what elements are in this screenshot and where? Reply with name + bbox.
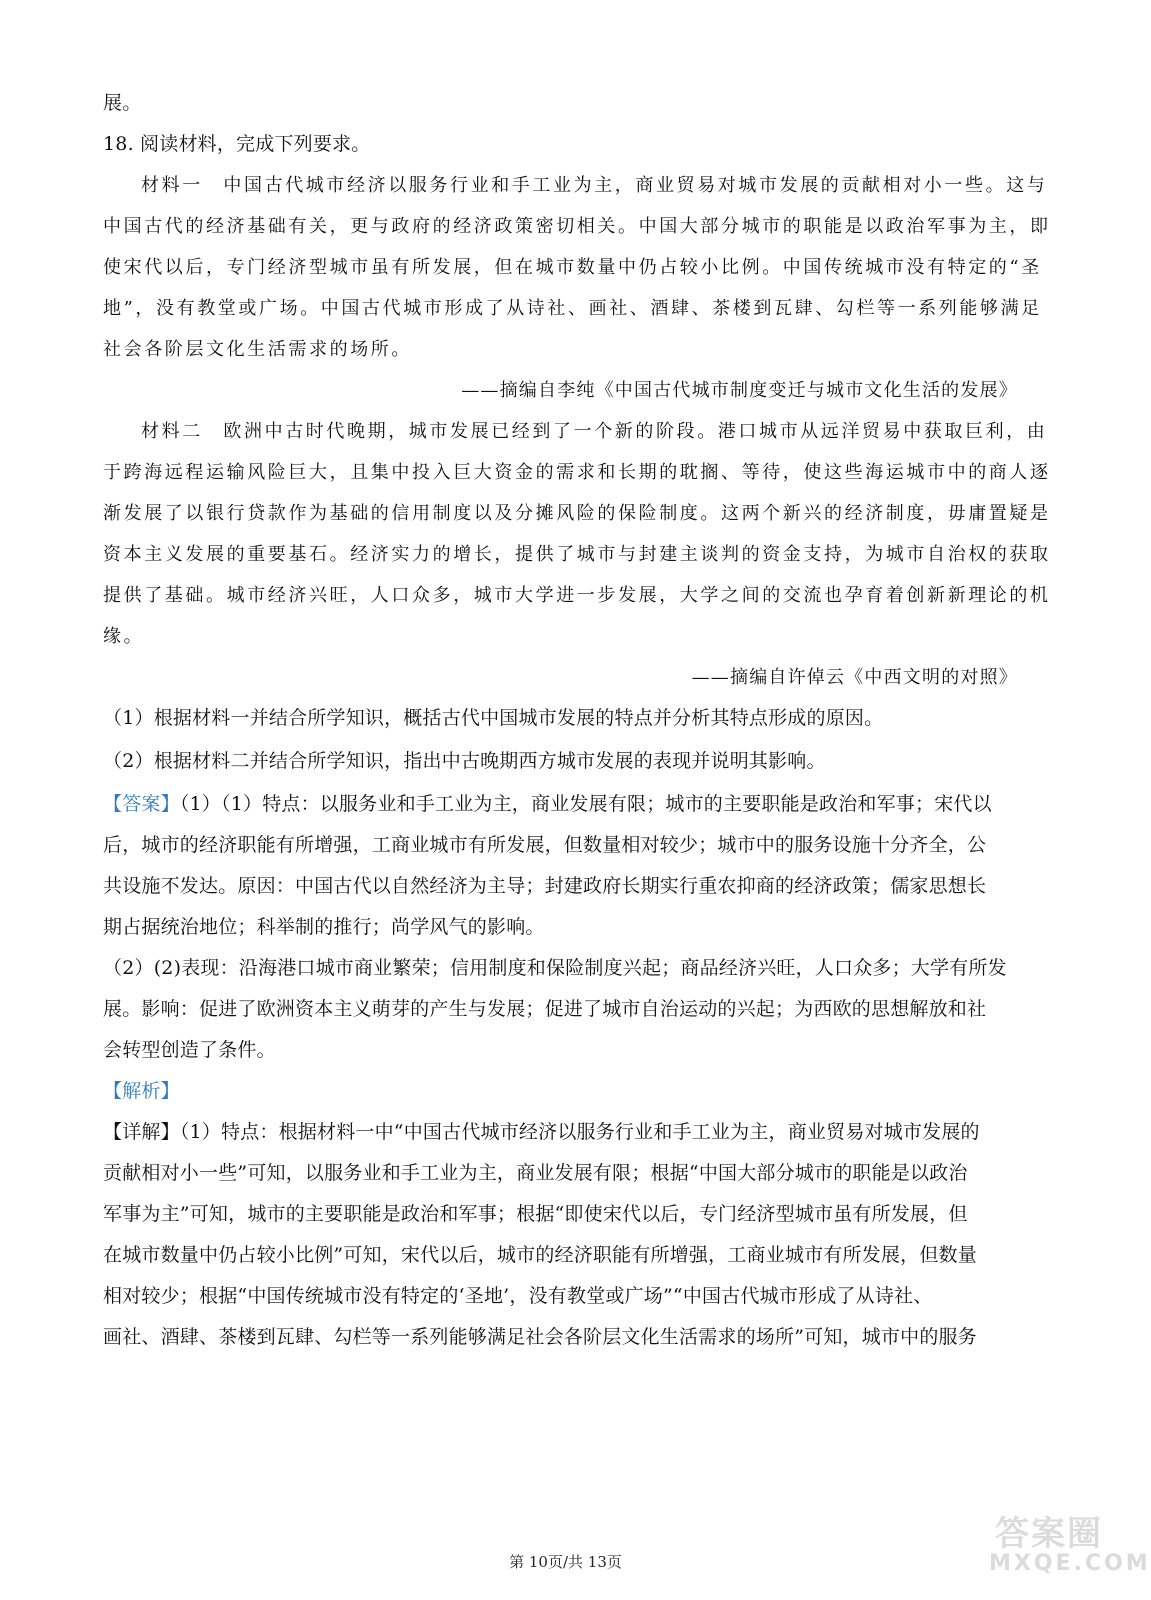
answer-line [103,789,1018,820]
answer-line: （2）(2)表现：沿海港口城市商业繁荣；信用制度和保险制度兴起；商品经济兴旺，人口众多；大学有所发 [103,957,1007,979]
material-one-line: 中国古代的经济基础有关，更与政府的经济政策密切相关。中国大部分城市的职能是以政治军事为主，即 [103,216,1051,237]
analysis-label: 【解析】 [103,1080,180,1102]
material-one-source: ——摘编自李纯《中国古代城市制度变迁与城市文化生活的发展》 [461,380,1018,401]
analysis-line [103,1117,1018,1148]
watermark-logo [989,1514,1151,1586]
answer-part-2 [103,953,1018,1066]
analysis-line: 画社、酒肆、茶楼到瓦肆、勾栏等一系列能够满足社会各阶层文化生活需求的场所”可知，城市中的服务 [103,1326,977,1348]
page-footer: 第 10页/共 13页 [509,1553,622,1571]
answer-text: （1）（1）特点：以服务业和手工业为主，商业发展有限；城市的主要职能是政治和军事；宋代以 [179,793,992,815]
answer-label: 【答案】 [103,793,180,815]
answer-section [103,789,1018,943]
answer-line: 后，城市的经济职能有所增强，工商业城市有所发展，但数量相对较少；城市中的服务设施十分齐全，公 [103,834,987,856]
sub-question-2: （2）根据材料二并结合所学知识，指出中古晚期西方城市发展的表现并说明其影响。 [103,750,826,772]
material-one-line: 社会各阶层文化生活需求的场所。 [103,339,412,360]
material-one-line: 地”，没有教堂或广场。中国古代城市形成了从诗社、画社、酒肆、茶楼到瓦肆、勾栏等一系列能够满足 [103,298,1042,319]
answer-line: 共设施不发达。原因：中国古代以自然经济为主导；封建政府长期实行重农抑商的经济政策；儒家思想长 [103,875,987,897]
detail-label: 【详解】 [103,1121,180,1143]
analysis-line: 军事为主”可知，城市的主要职能是政治和军事；根据“即使宋代以后，专门经济型城市虽有所发展，但 [103,1203,968,1225]
sub-question-1: （1）根据材料一并结合所学知识，概括古代中国城市发展的特点并分析其特点形成的原因。 [103,707,884,729]
analysis-line: 在城市数量中仍占较小比例”可知，宋代以后，城市的经济职能有所增强，工商业城市有所发展，但数量 [103,1244,977,1266]
analysis-detail [103,1117,1018,1353]
material-two-line: 材料二 欧洲中古时代晚期，城市发展已经到了一个新的阶段。港口城市从远洋贸易中获取巨利，由 [141,421,1048,442]
answer-line: 会转型创造了条件。 [103,1039,276,1061]
material-one-line: 材料一 中国古代城市经济以服务行业和手工业为主，商业贸易对城市发展的贡献相对小一些。这与 [141,175,1048,196]
watermark-bottom: MXQE.COM [989,1551,1151,1576]
material-two-line: 于跨海远程运输风险巨大，且集中投入巨大资金的需求和长期的耽搁、等待，使这些海运城市中的商人逐 [103,462,1051,483]
answer-line: 期占据统治地位；科举制的推行；尚学风气的影响。 [103,916,545,938]
watermark-top: 答案圈 [995,1514,1103,1554]
material-two-line: 缘。 [103,626,145,647]
answer-line: 展。影响：促进了欧洲资本主义萌芽的产生与发展；促进了城市自治运动的兴起；为西欧的思想解放和社 [103,998,987,1020]
detail-text: （1）特点：根据材料一中“中国古代城市经济以服务行业和手工业为主，商业贸易对城市发展的 [179,1121,980,1143]
material-one [103,170,1051,365]
analysis-line: 相对较少；根据“中国传统城市没有特定的‘圣地’，没有教堂或广场”“中国古代城市形成了从诗社、 [103,1285,933,1307]
material-two [103,416,1051,652]
material-one-line: 使宋代以后，专门经济型城市虽有所发展，但在城市数量中仍占较小比例。中国传统城市没有特定的“圣 [103,257,1042,278]
document-body [103,88,1051,1353]
material-two-line: 提供了基础。城市经济兴旺，人口众多，城市大学进一步发展，大学之间的交流也孕育着创新新理论的机 [103,585,1051,606]
analysis-line: 贡献相对小一些”可知，以服务业和手工业为主，商业发展有限；根据“中国大部分城市的职能是以政治 [103,1162,968,1184]
material-two-line: 渐发展了以银行贷款作为基础的信用制度以及分摊风险的保险制度。这两个新兴的经济制度，毋庸置疑是 [103,503,1051,524]
material-two-source: ——摘编自许倬云《中西文明的对照》 [691,667,1018,688]
question-title: 18. 阅读材料，完成下列要求。 [103,133,371,155]
material-two-line: 资本主义发展的重要基石。经济实力的增长，提供了城市与封建主谈判的资金支持，为城市自治权的获取 [103,544,1051,565]
top-fragment: 展。 [103,92,142,114]
